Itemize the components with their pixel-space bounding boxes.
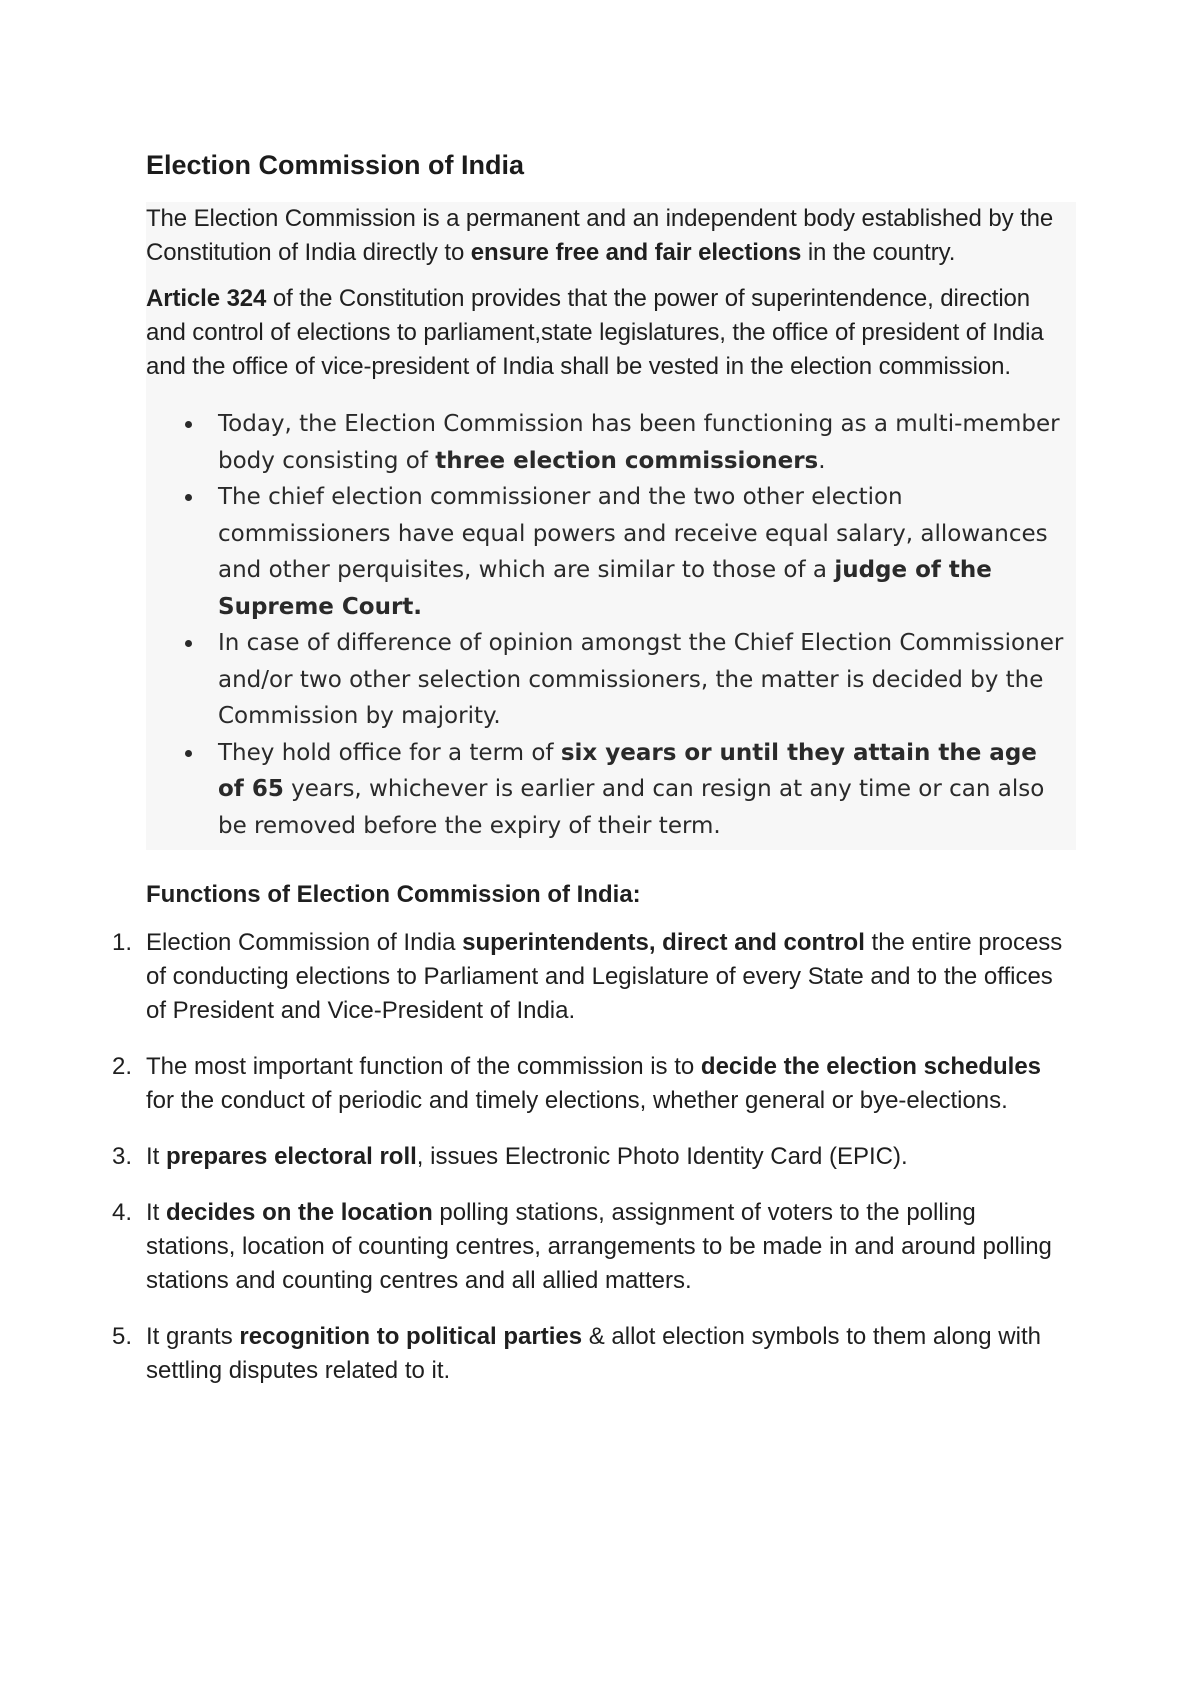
article-bold: Article 324: [146, 285, 267, 312]
bullet-item: [218, 625, 1066, 735]
function-text: for the conduct of periodic and timely elections, whether general or bye-elections.: [146, 1087, 1008, 1114]
function-item: [112, 1140, 1066, 1174]
item-number: 2.: [112, 1053, 133, 1080]
intro-bold: ensure free and fair elections: [470, 239, 802, 266]
function-bold: decides on the location: [166, 1199, 433, 1226]
document-page: [112, 148, 1066, 1410]
bullet-bold: judge of the Supreme Court.: [218, 557, 992, 620]
bullet-item: [218, 406, 1066, 479]
bullet-text: Today, the Election Commission has been functioning as a multi-member body consisting of: [218, 411, 1060, 474]
functions-heading: Functions of Election Commission of India:: [146, 881, 641, 908]
intro-text-1: The Election Commission is a permanent and an independent body established by the Constitution of India directly to: [146, 205, 1054, 266]
function-item: [112, 1320, 1066, 1388]
function-bold: superintendents, direct and control: [462, 929, 865, 956]
bullet-text: In case of difference of opinion amongst the Chief Election Commissioner and/or two other selection commissioners, the matter is decided by the Commission by majority.: [218, 630, 1064, 729]
bullet-list: [182, 406, 1066, 850]
item-number: 1.: [112, 929, 133, 956]
page-title: Election Commission of India: [146, 150, 525, 180]
function-text: The most important function of the commission is to: [146, 1053, 701, 1080]
function-bold: decide the election schedules: [700, 1053, 1042, 1080]
intro-text-2: in the country.: [801, 239, 956, 266]
bullet-text: .: [818, 447, 826, 474]
functions-list: [112, 926, 1066, 1388]
function-text: It: [146, 1143, 167, 1170]
function-text: & allot election symbols to them along with settling disputes related to it.: [146, 1323, 1041, 1384]
intro-paragraph: [146, 202, 1066, 270]
bullet-item: [218, 735, 1066, 845]
bullet-bold: three election commissioners: [435, 447, 819, 474]
article-paragraph: [146, 282, 1066, 384]
function-text: polling stations, assignment of voters to the polling stations, location of counting centres, arrangements to be made in and around polling stations and counting centres and all allied matters.: [146, 1199, 1052, 1294]
bullet-text: They hold office for a term of: [218, 739, 561, 766]
bullet-text: years, whichever is earlier and can resign at any time or can also be removed before the expiry of their term.: [218, 776, 1045, 839]
function-bold: prepares electoral roll: [166, 1143, 417, 1170]
function-text: , issues Electronic Photo Identity Card (EPIC).: [416, 1143, 908, 1170]
function-text: It grants: [146, 1323, 240, 1350]
bullet-bold: six years or until they attain the age of 65: [218, 739, 1037, 802]
article-text: of the Constitution provides that the power of superintendence, direction and control of elections to parliament,state legislatures, the office of president of India and the office of vice-president of India shall be vested in the election commission.: [146, 285, 1044, 380]
function-bold: recognition to political parties: [239, 1323, 583, 1350]
function-item: [112, 1196, 1066, 1298]
function-text: It: [146, 1199, 167, 1226]
item-number: 5.: [112, 1323, 133, 1350]
function-text: the entire process of conducting elections to Parliament and Legislature of every State and to the offices of President and Vice-President of India.: [146, 929, 1063, 1024]
item-number: 3.: [112, 1143, 133, 1170]
shaded-section: [146, 202, 1076, 850]
item-number: 4.: [112, 1199, 133, 1226]
function-item: [112, 926, 1066, 1028]
function-text: Election Commission of India: [146, 929, 463, 956]
function-item: [112, 1050, 1066, 1118]
bullet-text: The chief election commissioner and the two other election commissioners have equal powers and receive equal salary, allowances and other perquisites, which are similar to those of a: [218, 484, 1048, 583]
bullet-item: [218, 479, 1066, 625]
